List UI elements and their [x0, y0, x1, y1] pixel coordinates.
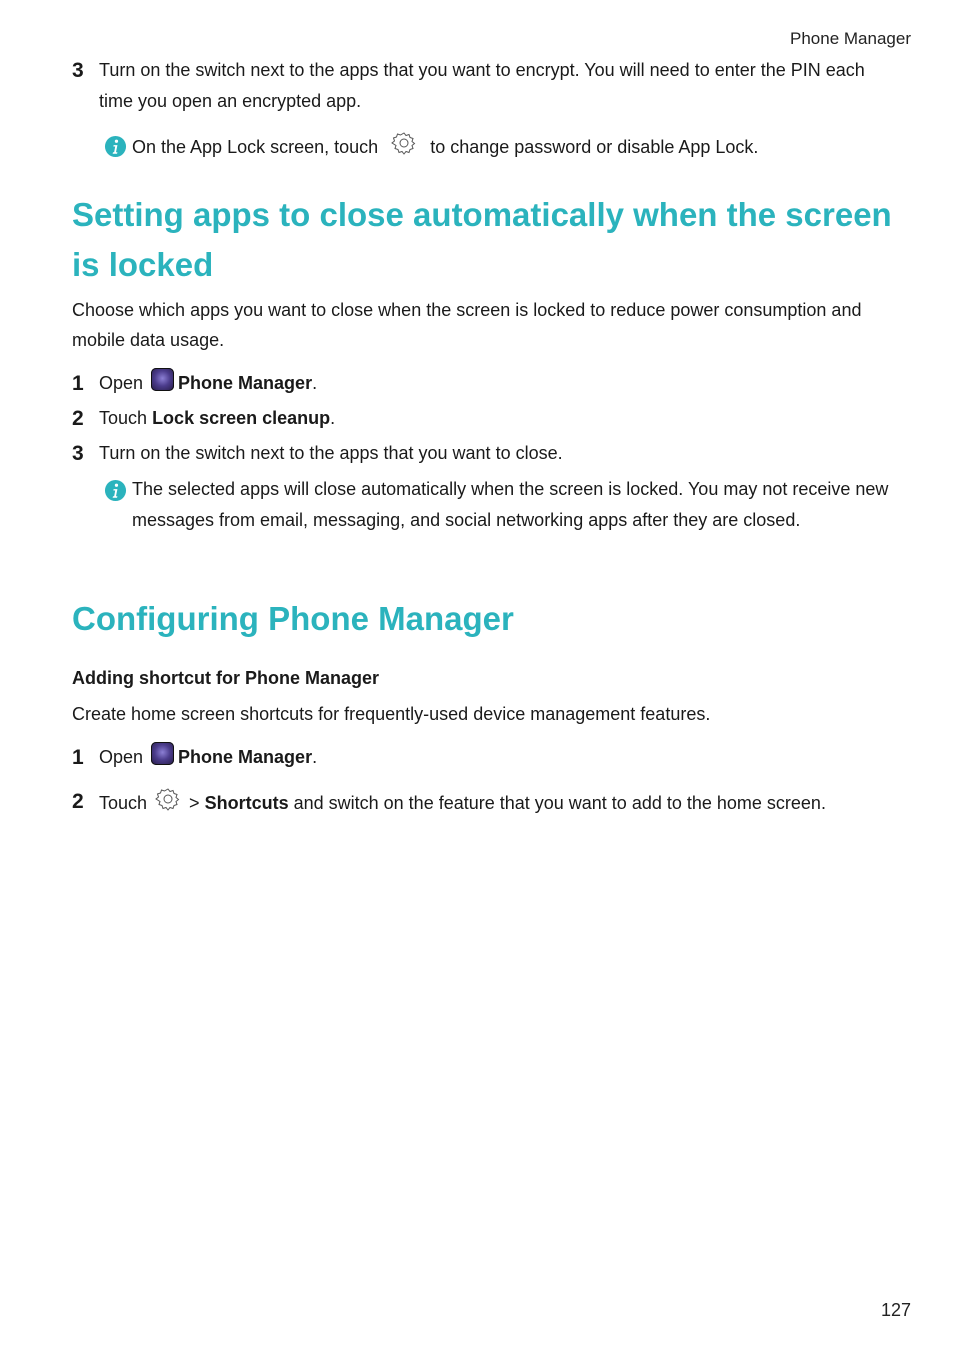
- step-prefix: Touch: [99, 793, 148, 813]
- step-bold: Lock screen cleanup: [152, 408, 331, 428]
- step-number: 1: [72, 372, 84, 395]
- section-heading-configuring: Configuring Phone Manager: [72, 600, 514, 637]
- step-number: 2: [72, 790, 84, 813]
- gear-icon: [391, 130, 417, 156]
- note-close-apps: [104, 474, 904, 536]
- subheading-shortcut: Adding shortcut for Phone Manager: [72, 668, 380, 688]
- step-text: Turn on the switch next to the apps that you want to close.: [99, 443, 563, 463]
- step-separator: >: [189, 793, 200, 813]
- note-app-lock: [104, 130, 904, 163]
- note-text-before: On the App Lock screen, touch: [132, 137, 379, 157]
- step-bold: Phone Manager: [178, 747, 313, 767]
- step-number: 1: [72, 746, 84, 769]
- step-open-phone-manager: [72, 368, 902, 399]
- section-intro: Create home screen shortcuts for frequently-used device management features.: [72, 704, 711, 724]
- step-prefix: Open: [99, 373, 144, 393]
- step-bold: Shortcuts: [204, 793, 289, 813]
- step-prefix: Open: [99, 747, 144, 767]
- note-text: The selected apps will close automatically when the screen is locked. You may not receive new messages from email, messaging, and social networking apps after they are closed.: [132, 479, 889, 530]
- page-number: 127: [880, 1300, 911, 1320]
- step-prefix: Touch: [99, 408, 148, 428]
- info-icon: [104, 135, 127, 158]
- info-icon: [104, 479, 127, 502]
- section-heading-close-apps: Setting apps to close automatically when the screen is locked: [72, 196, 892, 283]
- step-suffix: .: [312, 373, 318, 393]
- step-suffix: .: [330, 408, 336, 428]
- running-header: Phone Manager: [790, 29, 911, 48]
- section-intro: Choose which apps you want to close when the screen is locked to reduce power consumption and mobile data usage.: [72, 300, 862, 350]
- step-encrypt: [72, 55, 902, 117]
- step-touch-lock-screen-cleanup: [72, 403, 902, 434]
- phone-manager-app-icon: [151, 368, 174, 391]
- step-touch-shortcuts: [72, 786, 902, 819]
- step-turn-on-switch: [72, 438, 902, 469]
- phone-manager-app-icon: [151, 742, 174, 765]
- note-text-after: to change password or disable App Lock.: [430, 137, 759, 157]
- step-suffix: .: [312, 747, 318, 767]
- step-number: 3: [72, 59, 84, 82]
- step-open-phone-manager: [72, 742, 902, 773]
- gear-icon: [155, 786, 181, 812]
- step-bold: Phone Manager: [178, 373, 313, 393]
- step-number: 2: [72, 407, 84, 430]
- step-suffix: and switch on the feature that you want to add to the home screen.: [293, 793, 826, 813]
- step-number: 3: [72, 442, 84, 465]
- step-text: Turn on the switch next to the apps that you want to encrypt. You will need to enter the PIN each time you open an encrypted app.: [99, 60, 865, 111]
